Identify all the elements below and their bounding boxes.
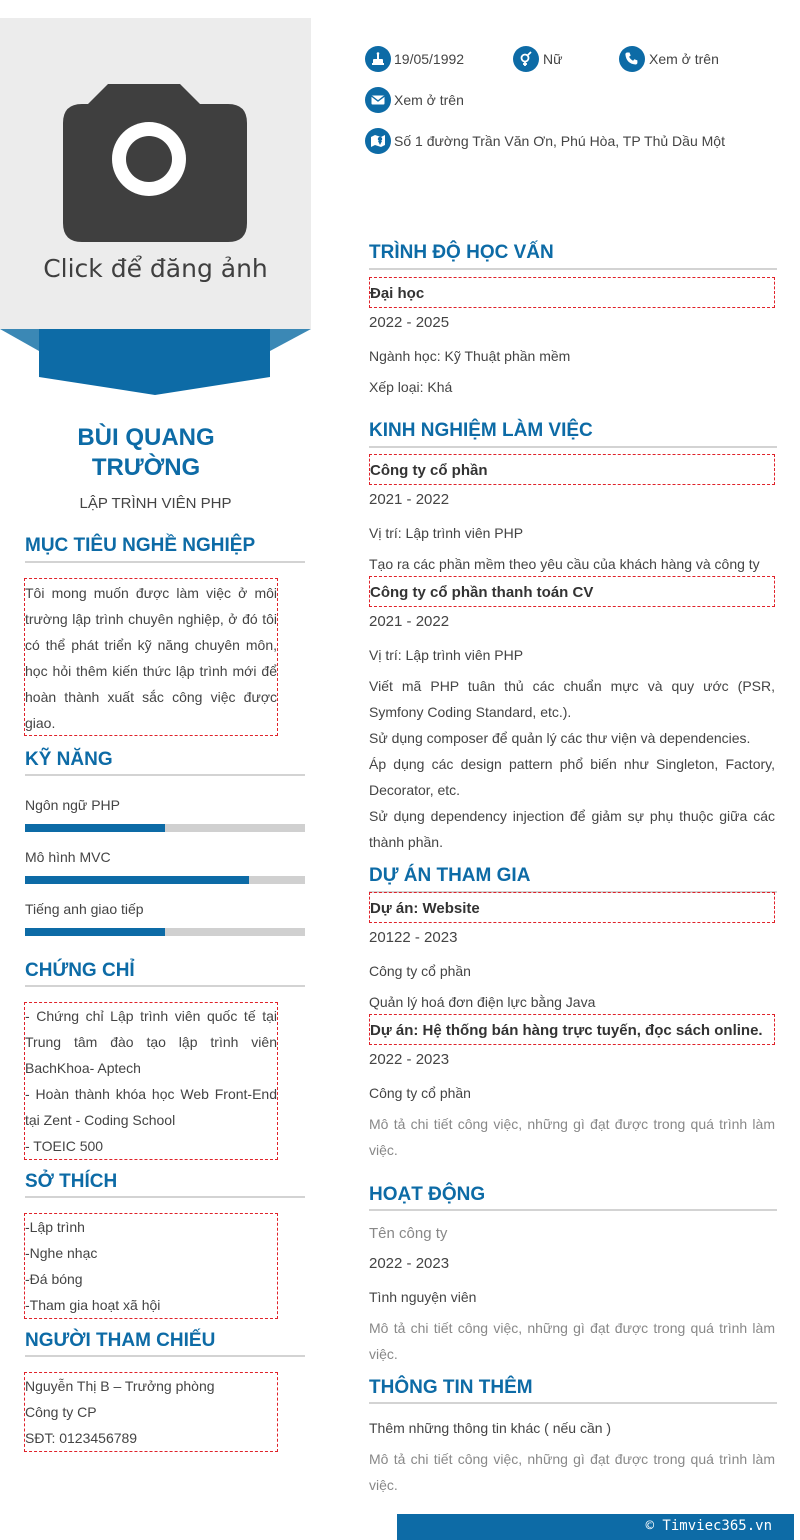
photo-upload-label: Click để đăng ảnh bbox=[43, 254, 268, 283]
phone-value: Xem ở trên bbox=[649, 51, 719, 67]
activity-role: Tình nguyện viên bbox=[369, 1289, 477, 1305]
skill-bar-fill bbox=[25, 824, 165, 832]
certificate-item: - Hoàn thành khóa học Web Front-End tại Zent - Coding School bbox=[25, 1086, 277, 1128]
footer-brand: © Timviec365.vn bbox=[397, 1514, 794, 1540]
gender-value: Nữ bbox=[543, 51, 563, 67]
skill-bar bbox=[25, 824, 305, 832]
project-name[interactable]: Dự án: Hệ thống bán hàng trực tuyến, đọc sách online. bbox=[369, 1014, 775, 1045]
address-value: Số 1 đường Trần Văn Ơn, Phú Hòa, TP Thủ Dầu Một bbox=[394, 133, 725, 149]
skill-bar bbox=[25, 928, 305, 936]
project-company: Công ty cổ phần bbox=[369, 1085, 471, 1101]
more-info-text: Thêm những thông tin khác ( nếu cần ) bbox=[369, 1420, 612, 1436]
reference-line: Công ty CP bbox=[25, 1404, 97, 1420]
project-description: Mô tả chi tiết công việc, những gì đạt được trong quá trình làm việc. bbox=[369, 1116, 775, 1158]
more-info-description: Mô tả chi tiết công việc, những gì đạt được trong quá trình làm việc. bbox=[369, 1451, 775, 1493]
education-grade: Xếp loại: Khá bbox=[369, 379, 453, 395]
hobbies-title: SỞ THÍCH bbox=[25, 1171, 118, 1192]
skills-title: KỸ NĂNG bbox=[25, 749, 113, 770]
references-list bbox=[25, 1373, 277, 1451]
ribbon-decoration bbox=[0, 329, 311, 399]
project-period: 2022 - 2023 bbox=[369, 1051, 450, 1068]
more-info-title: THÔNG TIN THÊM bbox=[369, 1377, 533, 1398]
certificates-title: CHỨNG CHỈ bbox=[25, 960, 135, 981]
hobby-item: -Tham gia hoạt xã hội bbox=[25, 1297, 161, 1313]
job-period: 2021 - 2022 bbox=[369, 491, 450, 508]
job-role: Vị trí: Lập trình viên PHP bbox=[369, 525, 524, 541]
activity-description: Mô tả chi tiết công việc, những gì đạt được trong quá trình làm việc. bbox=[369, 1320, 775, 1362]
hobby-item: -Nghe nhạc bbox=[25, 1245, 98, 1261]
activity-organization: Tên công ty bbox=[369, 1225, 448, 1242]
phone-icon bbox=[619, 46, 645, 72]
job-description-line: Sử dụng composer để quản lý các thư viện và dependencies. bbox=[369, 730, 751, 746]
skill-name: Mô hình MVC bbox=[25, 849, 111, 865]
certificate-item: - TOEIC 500 bbox=[25, 1138, 104, 1154]
education-major: Ngành học: Kỹ Thuật phần mềm bbox=[369, 348, 571, 364]
education-title: TRÌNH ĐỘ HỌC VẤN bbox=[369, 242, 554, 263]
education-divider bbox=[369, 268, 777, 270]
birthday-cake-icon bbox=[365, 46, 391, 72]
skill-bar-fill bbox=[25, 876, 249, 884]
references-title: NGƯỜI THAM CHIẾU bbox=[25, 1330, 216, 1351]
education-period: 2022 - 2025 bbox=[369, 314, 450, 331]
email-icon bbox=[365, 87, 391, 113]
more-info-divider bbox=[369, 1402, 777, 1404]
certificates-divider bbox=[25, 985, 305, 987]
project-description: Quản lý hoá đơn điện lực bằng Java bbox=[369, 994, 596, 1010]
job-description-line: Viết mã PHP tuân thủ các chuẩn mực và quy ước (PSR, Symfony Coding Standard, etc.). bbox=[369, 678, 775, 720]
project-company: Công ty cổ phần bbox=[369, 963, 471, 979]
reference-line: Nguyễn Thị B – Trưởng phòng bbox=[25, 1378, 215, 1394]
skill-bar-fill bbox=[25, 928, 165, 936]
job-role: Vị trí: Lập trình viên PHP bbox=[369, 647, 524, 663]
activities-title: HOẠT ĐỘNG bbox=[369, 1184, 486, 1205]
skill-bar bbox=[25, 876, 305, 884]
job-company[interactable]: Công ty cổ phần bbox=[369, 454, 775, 485]
hobbies-divider bbox=[25, 1196, 305, 1198]
hobby-item: -Đá bóng bbox=[25, 1271, 83, 1287]
projects-title: DỰ ÁN THAM GIA bbox=[369, 865, 531, 886]
candidate-position: LẬP TRÌNH VIÊN PHP bbox=[79, 495, 232, 512]
activities-divider bbox=[369, 1209, 777, 1211]
job-period: 2021 - 2022 bbox=[369, 613, 450, 630]
references-divider bbox=[25, 1355, 305, 1357]
project-name[interactable]: Dự án: Website bbox=[369, 892, 775, 923]
certificates-list bbox=[25, 1003, 277, 1159]
activity-period: 2022 - 2023 bbox=[369, 1255, 450, 1272]
job-description: Tạo ra các phần mềm theo yêu cầu của khách hàng và công ty bbox=[369, 556, 760, 572]
hobby-item: -Lập trình bbox=[25, 1219, 85, 1235]
experience-title: KINH NGHIỆM LÀM VIỆC bbox=[369, 420, 593, 441]
birthday-value: 19/05/1992 bbox=[394, 51, 465, 67]
job-description-line: Áp dụng các design pattern phổ biến như Singleton, Factory, Decorator, etc. bbox=[369, 756, 775, 798]
gender-icon bbox=[513, 46, 539, 72]
objective-title: MỤC TIÊU NGHỀ NGHIỆP bbox=[25, 535, 256, 556]
skill-name: Ngôn ngữ PHP bbox=[25, 797, 120, 813]
job-description-line: Sử dụng dependency injection để giảm sự phụ thuộc giữa các thành phần. bbox=[369, 808, 775, 850]
map-pin-icon bbox=[365, 128, 391, 154]
candidate-name: BÙI QUANG TRƯỜNG bbox=[77, 424, 215, 481]
skill-name: Tiếng anh giao tiếp bbox=[25, 901, 144, 917]
project-period: 20122 - 2023 bbox=[369, 929, 458, 946]
objective-divider bbox=[25, 561, 305, 563]
experience-divider bbox=[369, 446, 777, 448]
skills-divider bbox=[25, 774, 305, 776]
objective-text: Tôi mong muốn được làm việc ở môi trường lập trình chuyên nghiệp, ở đó tôi có thể phát triển kỹ năng chuyên môn, học hỏi thêm kiến thức lập trình mới để hoàn thành xuất sắc công việc được giao. bbox=[25, 585, 277, 731]
photo-upload[interactable] bbox=[0, 18, 311, 329]
email-value: Xem ở trên bbox=[394, 92, 464, 108]
job-company[interactable]: Công ty cổ phần thanh toán CV bbox=[369, 576, 775, 607]
hobbies-list bbox=[25, 1214, 277, 1318]
reference-line: SĐT: 0123456789 bbox=[25, 1430, 138, 1446]
education-school[interactable]: Đại học bbox=[369, 277, 775, 308]
certificate-item: - Chứng chỉ Lập trình viên quốc tế tại Trung tâm đào tạo lập trình viên BachKhoa- Aptech bbox=[25, 1008, 277, 1076]
job-description bbox=[369, 673, 775, 855]
